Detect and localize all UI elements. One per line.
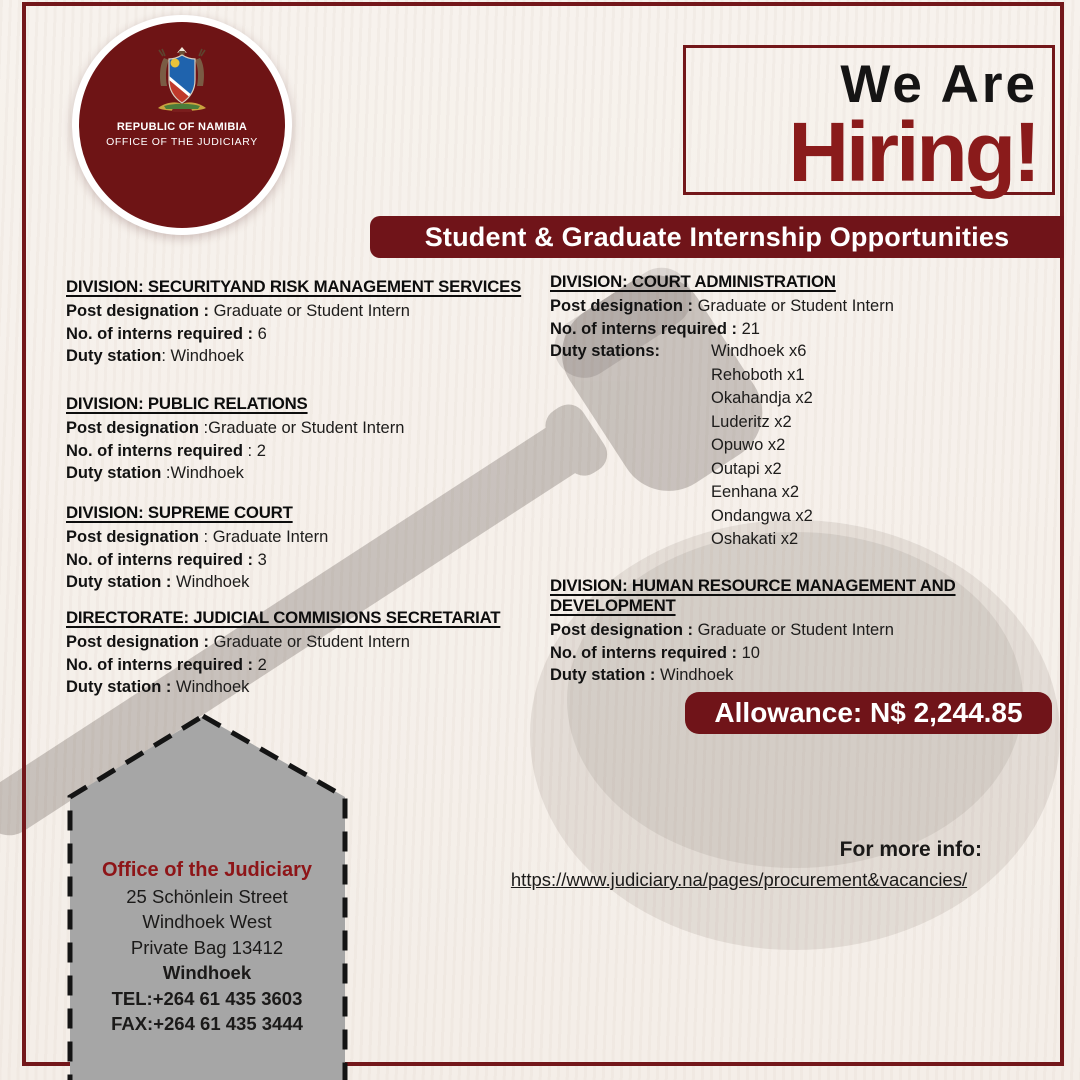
field-row <box>66 440 546 463</box>
field-value: Windhoek <box>171 678 250 696</box>
hiring-text: Hiring! <box>788 105 1038 199</box>
duty-station-item: Okahandja x2 <box>711 389 813 407</box>
field-row <box>550 318 1066 341</box>
field-label: No. of interns required : <box>66 324 254 343</box>
contact-city: Windhoek <box>162 962 252 983</box>
duty-station-item: Luderitz x2 <box>711 412 792 431</box>
field-row <box>66 300 546 323</box>
logo-republic-text: REPUBLIC OF NAMIBIA <box>116 121 248 133</box>
namibia-coat-of-arms-icon <box>144 46 220 114</box>
field-value: 2 <box>253 655 267 674</box>
field-row <box>550 295 1066 318</box>
field-row <box>66 526 546 549</box>
we-are-text: We Are <box>840 55 1038 114</box>
field-value: 3 <box>253 550 267 569</box>
vacancies-link[interactable]: https://www.judiciary.na/pages/procurement&vacancies/ <box>510 869 968 890</box>
field-row <box>66 323 546 346</box>
field-row <box>550 664 1066 687</box>
field-row <box>550 642 1066 665</box>
field-row <box>66 676 546 699</box>
internship-opportunities-banner: Student & Graduate Internship Opportunities <box>370 216 1064 258</box>
section-supreme-court <box>66 503 546 594</box>
contact-tel: TEL:+264 61 435 3603 <box>111 987 303 1009</box>
division-heading: DIVISION: COURT ADMINISTRATION <box>550 272 836 291</box>
logo-office-text: OFFICE OF THE JUDICIARY <box>106 136 258 148</box>
field-value: 10 <box>737 643 760 662</box>
division-heading: DIRECTORATE: JUDICIAL COMMISIONS SECRETARIAT <box>66 608 501 627</box>
allowance-badge: Allowance: N$ 2,244.85 <box>685 692 1052 734</box>
field-value: Graduate or Student Intern <box>209 633 410 651</box>
contact-org-name: Office of the Judiciary <box>101 859 313 881</box>
we-are-hiring-box <box>683 45 1055 199</box>
field-row <box>66 631 546 654</box>
section-judicial-commissions <box>66 608 546 699</box>
field-label: Duty station : <box>66 678 172 696</box>
field-value: Graduate or Student Intern <box>693 621 894 639</box>
section-security-risk <box>66 277 546 368</box>
duty-station-item: Rehoboth x1 <box>711 365 805 384</box>
more-info-title: For more info: <box>839 838 982 861</box>
field-label: Duty station : <box>66 573 172 591</box>
division-heading: DIVISION: SECURITYAND RISK MANAGEMENT SERVICES <box>66 277 522 296</box>
field-label: No. of interns required : <box>550 319 738 338</box>
duty-station-item: Outapi x2 <box>711 459 782 478</box>
field-label: Post designation : <box>66 633 210 651</box>
duty-station-item: Windhoek x6 <box>711 342 807 360</box>
field-label: Post designation <box>66 528 199 546</box>
division-heading: DIVISION: PUBLIC RELATIONS <box>66 394 308 413</box>
division-heading: DIVISION: SUPREME COURT <box>66 503 293 522</box>
duty-station-item: Opuwo x2 <box>711 436 786 454</box>
field-value: :Windhoek <box>161 464 244 482</box>
field-label: Duty stations: <box>550 342 661 360</box>
field-value: 6 <box>253 324 267 343</box>
field-label: Post designation : <box>550 297 694 315</box>
field-label: Post designation : <box>550 621 694 639</box>
duty-stations-row <box>550 340 1066 548</box>
field-label: No. of interns required : <box>66 655 254 674</box>
field-row <box>66 462 546 485</box>
field-label: Duty station <box>66 347 162 365</box>
field-value: 21 <box>737 319 760 338</box>
field-row <box>66 571 546 594</box>
contact-street: 25 Schönlein Street <box>126 885 288 907</box>
field-value: Graduate or Student Intern <box>693 297 894 315</box>
field-label: No. of interns required <box>66 441 243 460</box>
field-row <box>66 549 546 572</box>
field-label: No. of interns required : <box>66 550 254 569</box>
section-court-administration <box>550 272 1066 548</box>
judiciary-logo <box>72 15 292 235</box>
contact-suburb: Windhoek West <box>142 911 272 932</box>
duty-station-item: Eenhana x2 <box>711 483 800 501</box>
contact-block <box>78 858 336 1037</box>
field-value: :Graduate or Student Intern <box>198 419 405 437</box>
contact-fax: FAX:+264 61 435 3444 <box>111 1013 303 1034</box>
contact-postal: Private Bag 13412 <box>130 936 284 958</box>
field-value: Graduate or Student Intern <box>209 302 410 320</box>
field-label: Duty station : <box>550 666 656 684</box>
field-value: : Graduate Intern <box>198 528 329 546</box>
duty-station-item: Oshakati x2 <box>711 530 799 548</box>
field-label: Post designation <box>66 419 199 437</box>
field-label: Post designation : <box>66 302 210 320</box>
duty-station-item: Ondangwa x2 <box>711 506 813 525</box>
field-value: : Windhoek <box>161 347 244 365</box>
field-value: Windhoek <box>655 666 734 684</box>
section-human-resources <box>550 576 1066 687</box>
division-heading: DIVISION: HUMAN RESOURCE MANAGEMENT AND DEVELOPMENT <box>550 576 956 615</box>
field-row <box>66 345 546 368</box>
field-label: No. of interns required : <box>550 643 738 662</box>
field-row <box>66 654 546 677</box>
section-public-relations <box>66 394 546 485</box>
field-value: Windhoek <box>171 573 250 591</box>
duty-stations-list <box>711 340 813 552</box>
field-value: : 2 <box>242 441 266 460</box>
field-row <box>550 619 1066 642</box>
field-label: Duty station <box>66 464 162 482</box>
field-row <box>66 417 546 440</box>
